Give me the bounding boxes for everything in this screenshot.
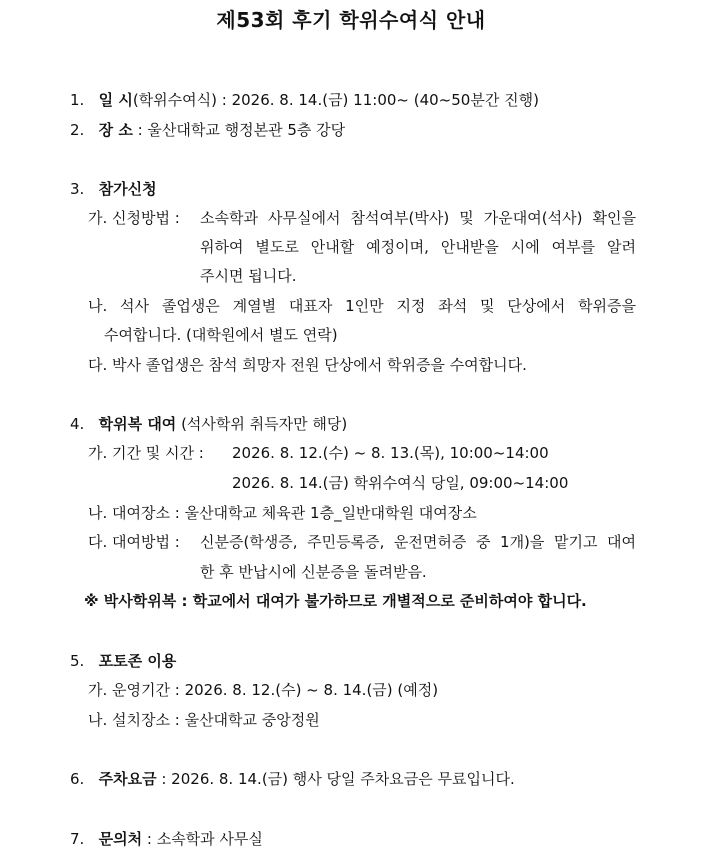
schedule-detail: (학위수여식) : 2026. 8. 14.(금) 11:00~ (40~50분간 진행) [132, 91, 539, 109]
venue-number: 2. [70, 121, 85, 139]
schedule-line [70, 89, 539, 111]
photo-heading-line [70, 650, 176, 672]
page-title: 제53회 후기 학위수여식 안내 [216, 8, 486, 32]
gown-method-line-1: 신분증(학생증, 주민등록증, 운전면허증 중 1개)을 맡기고 대여 [200, 533, 636, 551]
gown-scope: (석사학위 취득자만 해당) [176, 415, 348, 433]
registration-heading-line [70, 178, 157, 200]
gown-heading-line [70, 413, 347, 435]
photo-number: 5. [70, 652, 85, 670]
gown-method-line-2: 한 후 반납시에 신분증을 돌려받음. [200, 563, 427, 581]
registration-doctoral-line: 다. 박사 졸업생은 참석 희망자 전원 단상에서 학위증을 수여합니다. [88, 356, 527, 374]
photo-heading: 포토존 이용 [98, 652, 177, 670]
registration-method-line-2: 위하여 별도로 안내할 예정이며, 안내받을 시에 여부를 알려 [200, 238, 636, 256]
registration-masters-line-1: 나. 석사 졸업생은 계열별 대표자 1인만 지정 좌석 및 단상에서 학위증을 [88, 297, 636, 315]
registration-number: 3. [70, 180, 85, 198]
registration-method-line-3: 주시면 됩니다. [200, 267, 297, 285]
doctoral-gown-notice: ※ 박사학위복 : 학교에서 대여가 불가하므로 개별적으로 준비하여야 합니다. [84, 592, 587, 610]
gown-period-line-1: 2026. 8. 12.(수) ~ 8. 13.(목), 10:00~14:00 [232, 444, 549, 462]
photo-location-line: 나. 설치장소 : 울산대학교 중앙정원 [88, 711, 320, 729]
photo-period-line: 가. 운영기간 : 2026. 8. 12.(수) ~ 8. 14.(금) (예정) [88, 681, 439, 699]
schedule-number: 1. [70, 91, 85, 109]
venue-heading: 장 소 [98, 121, 133, 139]
schedule-heading: 일 시 [98, 91, 133, 109]
gown-heading: 학위복 대여 [98, 415, 177, 433]
venue-detail: : 울산대학교 행정본관 5층 강당 [132, 121, 346, 139]
gown-period-label: 가. 기간 및 시간 : [88, 444, 204, 462]
registration-method-label: 가. 신청방법 : [88, 209, 180, 227]
parking-number: 6. [70, 770, 85, 788]
venue-line [70, 119, 345, 141]
gown-number: 4. [70, 415, 85, 433]
gown-location-line: 나. 대여장소 : 울산대학교 체육관 1층_일반대학원 대여장소 [88, 504, 477, 522]
registration-heading: 참가신청 [98, 180, 157, 198]
gown-method-label: 다. 대여방법 : [88, 533, 180, 551]
gown-period-line-2: 2026. 8. 14.(금) 학위수여식 당일, 09:00~14:00 [232, 474, 569, 492]
parking-heading: 주차요금 [98, 770, 157, 788]
registration-masters-line-2: 수여합니다. (대학원에서 별도 연락) [104, 326, 338, 344]
contact-heading: 문의처 [98, 830, 143, 848]
registration-method-line-1: 소속학과 사무실에서 참석여부(박사) 및 가운대여(석사) 확인을 [200, 209, 636, 227]
contact-line [70, 828, 263, 850]
parking-line [70, 768, 515, 790]
contact-detail: : 소속학과 사무실 [142, 830, 263, 848]
contact-number: 7. [70, 830, 85, 848]
parking-detail: : 2026. 8. 14.(금) 행사 당일 주차요금은 무료입니다. [156, 770, 515, 788]
